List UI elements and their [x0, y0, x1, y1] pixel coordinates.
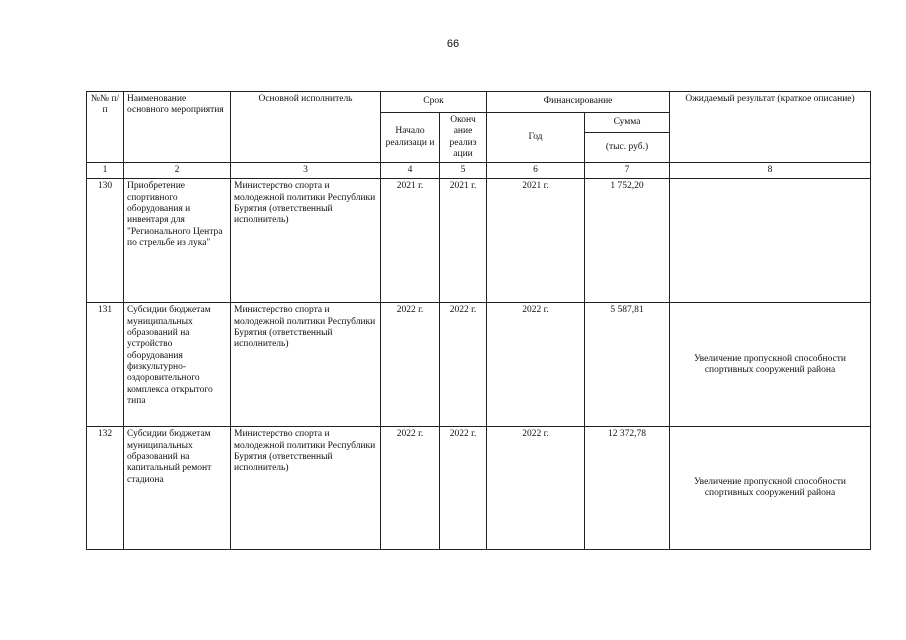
header-sum-unit: (тыс. руб.) [585, 133, 670, 163]
row-executor: Министерство спорта и молодежной политики Республики Бурятия (ответственный исполнитель) [231, 179, 381, 303]
program-measures-table [86, 91, 871, 550]
header-term: Срок [381, 92, 487, 113]
row-result: Увеличение пропускной способности спортивных сооружений района [670, 427, 871, 550]
row-sum: 1 752,20 [585, 179, 670, 303]
row-end: 2022 г. [440, 427, 487, 550]
column-number: 8 [670, 163, 871, 179]
header-row-1 [87, 92, 871, 113]
header-financing: Финансирование [487, 92, 670, 113]
header-executor: Основной исполнитель [231, 92, 381, 163]
row-measure-name: Приобретение спортивного оборудования и инвентаря для "Регионального Центра по стрельбе из лука" [124, 179, 231, 303]
row-start: 2021 г. [381, 179, 440, 303]
row-number: 130 [87, 179, 124, 303]
column-number: 4 [381, 163, 440, 179]
column-number: 5 [440, 163, 487, 179]
table-row [87, 179, 871, 303]
header-year: Год [487, 113, 585, 163]
row-measure-name: Субсидии бюджетам муниципальных образований на капитальный ремонт стадиона [124, 427, 231, 550]
row-year: 2021 г. [487, 179, 585, 303]
header-name: Наименование основного мероприятия [124, 92, 231, 163]
row-result: Увеличение пропускной способности спортивных сооружений района [670, 303, 871, 427]
column-number: 6 [487, 163, 585, 179]
row-result [670, 179, 871, 303]
row-sum: 12 372,78 [585, 427, 670, 550]
row-number: 132 [87, 427, 124, 550]
row-year: 2022 г. [487, 303, 585, 427]
header-sum: Сумма [585, 113, 670, 133]
column-number: 7 [585, 163, 670, 179]
row-end: 2021 г. [440, 179, 487, 303]
column-number: 1 [87, 163, 124, 179]
header-end: Оконч ание реализ ации [440, 113, 487, 163]
header-num: №№ п/п [87, 92, 124, 163]
column-numbers-row [87, 163, 871, 179]
column-number: 3 [231, 163, 381, 179]
row-executor: Министерство спорта и молодежной политики Республики Бурятия (ответственный исполнитель) [231, 303, 381, 427]
column-number: 2 [124, 163, 231, 179]
header-result: Ожидаемый результат (краткое описание) [670, 92, 871, 163]
table-row [87, 303, 871, 427]
row-year: 2022 г. [487, 427, 585, 550]
row-number: 131 [87, 303, 124, 427]
header-start: Начало реализаци и [381, 113, 440, 163]
row-end: 2022 г. [440, 303, 487, 427]
table-row [87, 427, 871, 550]
row-measure-name: Субсидии бюджетам муниципальных образований на устройство оборудования физкультурно-оздоровительного комплекса открытого типа [124, 303, 231, 427]
row-start: 2022 г. [381, 427, 440, 550]
row-start: 2022 г. [381, 303, 440, 427]
row-sum: 5 587,81 [585, 303, 670, 427]
row-executor: Министерство спорта и молодежной политики Республики Бурятия (ответственный исполнитель) [231, 427, 381, 550]
page-number: 66 [446, 38, 460, 50]
